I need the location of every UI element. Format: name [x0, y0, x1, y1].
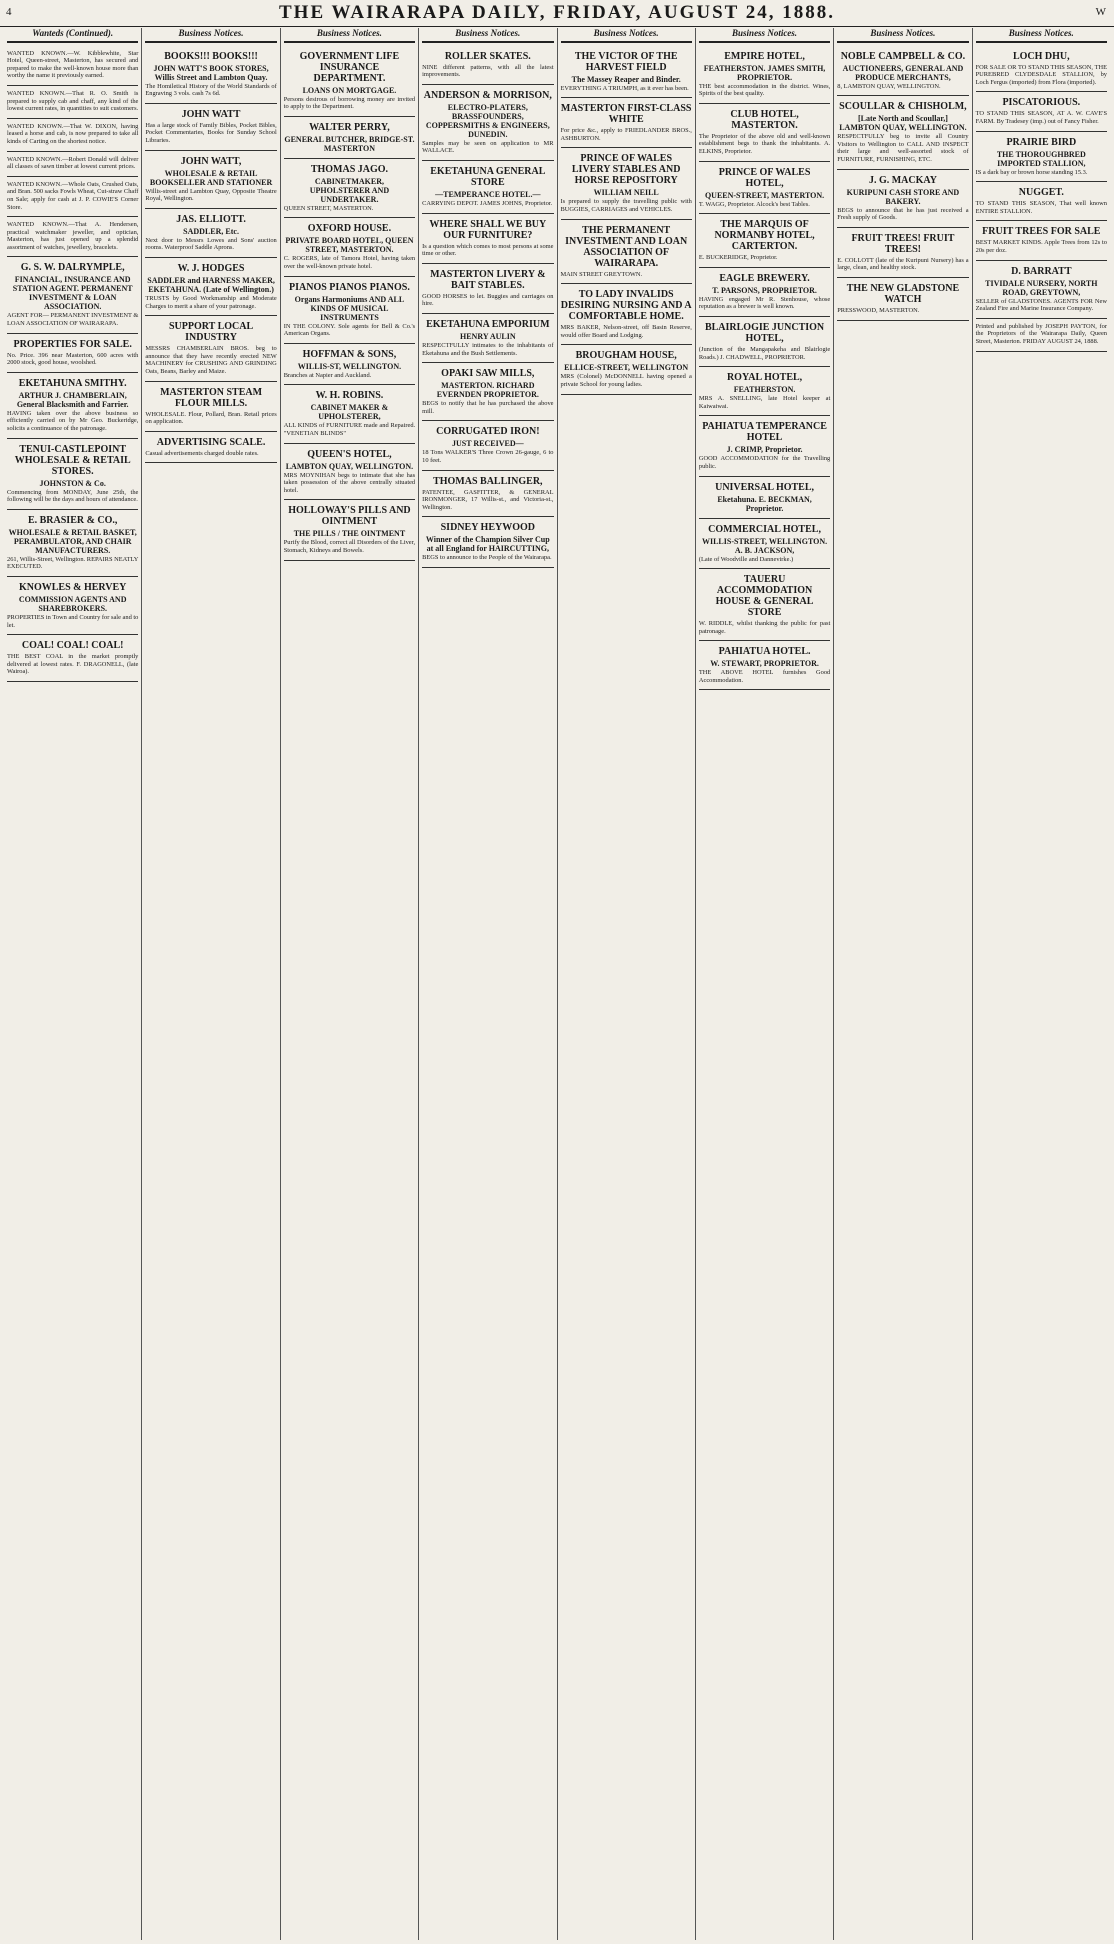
ad-subtitle: AUCTIONEERS, GENERAL AND PRODUCE MERCHANTS,	[842, 63, 964, 82]
advertisement	[7, 510, 138, 577]
advertisement	[422, 264, 553, 314]
ad-title: TAUERU ACCOMMODATION HOUSE & GENERAL STORE	[715, 574, 814, 619]
ad-subtitle: WHOLESALE & RETAIL BOOKSELLER AND STATIONER	[149, 168, 273, 187]
column-1	[4, 28, 142, 1940]
advertisement	[699, 268, 830, 317]
advertisement	[7, 177, 138, 217]
ad-title: MASTERTON STEAM FLOUR MILLS.	[160, 386, 263, 409]
advertisement	[422, 46, 553, 85]
masthead	[0, 0, 1114, 27]
ad-title: WALTER PERRY,	[309, 121, 390, 133]
column-heading: Business Notices.	[422, 28, 553, 43]
advertisement	[976, 132, 1107, 183]
ad-title: THOMAS BALLINGER,	[433, 475, 543, 487]
advertisement	[7, 577, 138, 635]
ad-title: SIDNEY HEYWOOD	[440, 522, 535, 534]
column-4	[419, 28, 557, 1940]
advertisement	[145, 209, 276, 258]
ad-subtitle: JOHNSTON & Co.	[39, 478, 106, 488]
advertisement	[284, 500, 415, 560]
ad-title: PRINCE OF WALES LIVERY STABLES AND HORSE REPOSITORY	[571, 153, 681, 187]
ad-body-text: BEST MARKET KINDS. Apple Trees from 12s to 20s per doz.	[975, 239, 1107, 254]
advertisement	[699, 162, 830, 215]
advertisement	[7, 86, 138, 119]
ad-title: UNIVERSAL HOTEL,	[715, 481, 815, 493]
ad-title: KNOWLES & HERVEY	[18, 582, 127, 593]
advertisement	[976, 92, 1107, 131]
ad-title: COAL! COAL! COAL!	[21, 640, 124, 652]
advertisement	[145, 151, 276, 209]
ad-subtitle: SADDLER and HARNESS MAKER, EKETAHUNA. (Late of Wellington.)	[147, 275, 275, 294]
ad-body-text: Persons desirous of borrowing money are invited to apply to the Department.	[283, 95, 416, 111]
advertisement	[699, 104, 830, 162]
ad-title: WHERE SHALL WE BUY OUR FURNITURE?	[429, 218, 547, 241]
advertisement	[976, 261, 1107, 319]
ad-body-text: THE best accommodation in the district. Wines, Spirits of the best quality.	[698, 82, 831, 98]
ad-body-text: WANTED KNOWN.—That W. DIXON, having leased a horse and cab, is now prepared to take all kinds of Carting on the shortest notice.	[7, 122, 139, 145]
columns-container	[4, 28, 1110, 1940]
ad-subtitle: Organs Harmoniums AND ALL KINDS OF MUSICAL INSTRUMENTS	[294, 294, 405, 322]
ad-body-text: Casual advertisements charged double rates.	[145, 449, 259, 457]
ad-body-text: No. Price. 396 near Masterton, 600 acres with 2000 stock, good house, woolshed.	[7, 351, 139, 367]
ad-body-text: The Proprietor of the above old and well-known establishment begs to thank the inhabitants. A. ELKINS, Proprietor.	[698, 132, 831, 155]
ad-title: PAHIATUA HOTEL.	[718, 646, 811, 658]
ad-body-text: C. ROGERS, late of Tamora Hotel, having taken over the well-known private hotel.	[283, 255, 416, 270]
ad-body-text: T. WAGG, Proprietor. Alcock's best Tables.	[698, 200, 810, 208]
ad-body-text: Branches at Napier and Auckland.	[283, 371, 372, 379]
ad-subtitle: COMMISSION AGENTS AND SHAREBROKERS.	[18, 595, 127, 613]
advertisement	[7, 217, 138, 257]
ad-title: ANDERSON & MORRISON,	[423, 89, 552, 101]
ad-title: JOHN WATT,	[180, 155, 242, 167]
advertisement	[422, 85, 553, 161]
ad-subtitle: WHOLESALE & RETAIL BASKET, PERAMBULATOR, AND CHAIR MANUFACTURERS.	[8, 527, 137, 555]
advertisement	[561, 148, 692, 219]
advertisement	[422, 214, 553, 264]
ad-body-text: NINE different patterns, with all the latest improvements.	[422, 63, 554, 79]
ad-title: FRUIT TREES FOR SALE	[982, 226, 1101, 238]
ad-title: EMPIRE HOTEL,	[724, 50, 805, 62]
advertisement	[284, 46, 415, 117]
ad-body-text: EVERYTHING A TRIUMPH, as it ever has been.	[560, 84, 689, 92]
ad-body-text: PATENTEE, GASFITTER, & GENERAL IRONMONGER, 17 Willis-st., and Victoria-st., Wellington.	[422, 488, 554, 511]
ad-subtitle: SADDLER, Etc.	[183, 226, 239, 236]
advertisement	[145, 382, 276, 432]
column-heading: Business Notices.	[837, 28, 968, 43]
advertisement	[837, 96, 968, 169]
ad-subtitle: GENERAL BUTCHER, BRIDGE-ST. MASTERTON	[284, 134, 415, 153]
ad-subtitle: J. CRIMP, Proprietor.	[726, 445, 803, 455]
ad-body-text: AGENT FOR— PERMANENT INVESTMENT & LOAN ASSOCIATION OF WAIRARAPA.	[7, 312, 139, 328]
ad-subtitle: FINANCIAL, INSURANCE AND STATION AGENT. PERMANENT INVESTMENT & LOAN ASSOCIATION.	[12, 275, 133, 312]
ad-body-text: ALL KINDS of FURNITURE made and Repaired. "VENETIAN BLINDS"	[283, 422, 416, 437]
ad-body-text: Purify the Blood, correct all Disorders of the Liver, Stomach, Kidneys and Bowels.	[283, 539, 416, 554]
ad-body-text: GOOD HORSES to let. Buggies and carriages on hire.	[422, 292, 554, 308]
ad-subtitle: T. PARSONS, PROPRIETOR.	[712, 285, 817, 295]
ad-subtitle: Eketahuna. E. BECKMAN, Proprietor.	[717, 494, 812, 513]
ad-subtitle: [Late North and Scoullar,] LAMBTON QUAY, WELLINGTON.	[839, 114, 967, 133]
ad-body-text: Has a large stock of Family Bibles, Pocket Bibles, Pocket Commentaries, Books for Sunday School Libraries.	[145, 121, 277, 144]
ad-title: LOCH DHU,	[1012, 50, 1070, 62]
ad-subtitle: HENRY AULIN	[459, 331, 516, 341]
advertisement	[699, 317, 830, 367]
column-7	[834, 28, 972, 1940]
ad-title: J. G. MACKAY	[868, 174, 937, 186]
advertisement	[976, 221, 1107, 260]
ad-title: EKETAHUNA SMITHY.	[18, 377, 127, 389]
ad-title: ADVERTISING SCALE.	[156, 436, 266, 448]
ad-title: E. BRASIER & CO.,	[27, 514, 118, 526]
ad-title: THE MARQUIS OF NORMANBY HOTEL, CARTERTON.	[714, 219, 815, 253]
ad-body-text: Is prepared to supply the travelling public with BUGGIES, CARRIAGES and VEHICLES.	[560, 198, 692, 213]
ad-title: HOLLOWAY'S PILLS AND OINTMENT	[288, 505, 411, 528]
advertisement	[976, 182, 1107, 221]
ad-body-text: WHOLESALE. Flour, Pollard, Bran. Retail prices on application.	[145, 410, 277, 426]
ad-title: PRAIRIE BIRD	[1006, 136, 1077, 148]
advertisement	[976, 46, 1107, 93]
ad-subtitle: MASTERTON. RICHARD EVERNDEN PROPRIETOR.	[436, 381, 539, 400]
ad-subtitle: FEATHERSTON.	[733, 385, 796, 395]
ad-title: EKETAHUNA EMPORIUM	[426, 318, 550, 330]
advertisement	[7, 257, 138, 333]
newspaper-title: THE WAIRARAPA DAILY, FRIDAY, AUGUST 24, 1888.	[279, 2, 835, 23]
ad-body-text: For price &c., apply to FRIEDLANDER BROS., ASHBURTON.	[560, 127, 692, 142]
advertisement	[699, 214, 830, 268]
ad-title: THOMAS JAGO.	[310, 163, 389, 175]
advertisement	[284, 117, 415, 159]
advertisement	[561, 98, 692, 148]
ad-body-text: The Homiletical History of the World Standards of Engraving 3 vols. cash 7s 6d.	[145, 82, 277, 98]
advertisement	[837, 170, 968, 228]
advertisement	[7, 373, 138, 439]
ad-subtitle: THE PILLS / THE OINTMENT	[293, 529, 406, 539]
ad-title: MASTERTON FIRST-CLASS WHITE	[560, 103, 692, 126]
ad-title: QUEEN'S HOTEL,	[307, 448, 392, 460]
advertisement	[699, 569, 830, 641]
ad-body-text: MRS BAKER, Nelson-street, off Basin Reserve, would offer Board and Lodging.	[560, 324, 692, 339]
advertisement	[561, 46, 692, 99]
ad-body-text: Next door to Messrs Lowes and Sons' auction rooms. Waterproof Saddle Aprons.	[145, 236, 277, 252]
ad-title: ROYAL HOTEL,	[726, 372, 803, 384]
ad-title: CLUB HOTEL, MASTERTON.	[730, 108, 799, 131]
advertisement	[284, 218, 415, 276]
ad-body-text: MRS A. SNELLING, late Hotel keeper at Kaiwaiwai.	[698, 395, 831, 410]
ad-subtitle: PRIVATE BOARD HOTEL, QUEEN STREET, MASTERTON.	[285, 236, 414, 255]
advertisement	[284, 159, 415, 219]
column-5	[558, 28, 696, 1940]
ad-title: THE PERMANENT INVESTMENT AND LOAN ASSOCIATION OF WAIRARAPA.	[565, 224, 688, 269]
ad-subtitle: LAMBTON QUAY, WELLINGTON.	[285, 461, 414, 471]
advertisement	[699, 46, 830, 104]
advertisement	[145, 432, 276, 464]
ad-body-text: E. BUCKERIDGE, Proprietor.	[698, 254, 778, 262]
ad-title: EAGLE BREWERY.	[719, 272, 810, 284]
advertisement	[284, 444, 415, 501]
ad-title: G. S. W. DALRYMPLE,	[20, 262, 125, 274]
advertisement	[699, 519, 830, 570]
advertisement	[561, 345, 692, 394]
advertisement	[422, 517, 553, 568]
column-2	[142, 28, 280, 1940]
advertisement	[284, 344, 415, 386]
ad-subtitle: QUEEN-STREET, MASTERTON.	[704, 190, 825, 200]
advertisement	[145, 258, 276, 316]
column-3	[281, 28, 419, 1940]
column-6	[696, 28, 834, 1940]
ad-subtitle: —TEMPERANCE HOTEL.—	[435, 189, 541, 199]
advertisement	[699, 477, 830, 519]
advertisement	[145, 316, 276, 381]
ad-title: PROPERTIES FOR SALE.	[13, 338, 132, 350]
ad-body-text: RESPECTFULLY beg to invite all Country Visitors to Wellington to CALL AND INSPECT their large and well-assorted stock of FURNITURE, FURNISHING, ETC.	[837, 133, 969, 163]
ad-body-text: TO STAND THIS SEASON, AT A. W. CAVE'S FARM. By Tradesey (imp.) out of Fancy Fisher.	[975, 110, 1107, 125]
ad-subtitle: W. STEWART, PROPRIETOR.	[710, 659, 819, 669]
ad-title: NOBLE CAMPBELL & CO.	[840, 50, 966, 62]
ad-body-text: MRS MOYNIHAN begs to intimate that she has taken possession of the above centrally situated hotel.	[283, 471, 416, 494]
ad-subtitle: ELLICE-STREET, WELLINGTON	[564, 363, 689, 373]
ad-subtitle: WILLIS-STREET, WELLINGTON. A. B. JACKSON,	[701, 536, 828, 555]
ad-body-text: WANTED KNOWN.—That A. Hendersen, practical watchmaker jeweller, and optician, Masterton, has just opened up a splendid assortment of watches, jewellery, bracelets.	[7, 221, 139, 251]
ad-body-text: PRESSWOOD, MASTERTON.	[837, 306, 920, 314]
ad-body-text: RESPECTFULLY intimates to the inhabitants of Eketahuna and the Bush Settlements.	[422, 341, 554, 357]
ad-body-text: THE BEST COAL in the market promptly delivered at lowest rates. F. DRAGONELL, (late Wairoa).	[7, 653, 139, 676]
ad-subtitle: Winner of the Champion Silver Cup at all England for HAIRCUTTING,	[425, 535, 550, 554]
masthead-mark: W	[1095, 6, 1106, 18]
ad-body-text: E. COLLOTT (late of the Kuripuni Nursery) has a large, clean, and healthy stock.	[837, 256, 969, 272]
ad-body-text: IN THE COLONY. Sole agents for Bell & Co.'s American Organs.	[283, 322, 416, 338]
advertisement	[837, 278, 968, 321]
advertisement	[284, 385, 415, 443]
ad-title: TO LADY INVALIDS DESIRING NURSING AND A COMFORTABLE HOME.	[560, 289, 692, 323]
ad-body-text: MESSRS CHAMBERLAIN BROS. beg to announce that they have recently erected NEW MACHINERY for CRUSHING AND GRINDING Oats, Beans, Barley and Maize.	[145, 345, 277, 375]
ad-body-text: IS a dark bay or brown horse standing 15.3.	[975, 168, 1088, 176]
ad-body-text: WANTED KNOWN.—Whole Oats, Crushed Oats, and Bran. 500 sacks Fowls Wheat, Cut-straw Chaff on Sale; apply for cash at J. P. COWIE'S Corner Store.	[7, 180, 139, 211]
ad-title: D. BARRATT	[1011, 265, 1072, 277]
advertisement	[422, 471, 553, 518]
ad-subtitle: CABINETMAKER, UPHOLSTERER AND UNDERTAKER.	[309, 176, 390, 204]
ad-subtitle: KURIPUNI CASH STORE AND BAKERY.	[846, 187, 960, 206]
advertisement	[7, 119, 138, 152]
ad-title: PISCATORIOUS.	[1002, 97, 1081, 109]
ad-body-text: WANTED KNOWN.—That R. O. Smith is prepared to supply cab and chaff, any kind of the lowest current rates, in quantities to suit customers.	[7, 89, 139, 113]
ad-title: BROUGHAM HOUSE,	[575, 350, 677, 362]
ad-body-text: Samples may be seen on application to MR WALLACE.	[422, 139, 554, 155]
ad-body-text: BEGS to announce that he has just received a Fresh supply of Goods.	[837, 206, 969, 222]
ad-body-text: MRS (Colonel) McDONNELL having opened a private School for young ladies.	[560, 373, 692, 388]
ad-body-text: FOR SALE OR TO STAND THIS SEASON, THE PUREBRED CLYDESDALE STALLION, by Loch Fergus (imported) from Flora (imported).	[975, 63, 1107, 86]
ad-title: OXFORD HOUSE.	[307, 223, 392, 235]
ad-body-text: 18 Tons WALKER'S Three Crown 26-gauge, 6 to 10 feet.	[422, 449, 554, 464]
advertisement	[7, 635, 138, 682]
ad-title: SUPPORT LOCAL INDUSTRY	[168, 321, 254, 344]
column-heading: Business Notices.	[145, 28, 276, 43]
ad-body-text: WANTED KNOWN.—Robert Donald will deliver all classes of sawn timber at lowest current prices.	[7, 155, 139, 171]
ad-body-text: 8, LAMBTON QUAY, WELLINGTON.	[837, 82, 941, 90]
ad-title: THE VICTOR OF THE HARVEST FIELD	[574, 50, 678, 73]
advertisement	[422, 161, 553, 214]
ad-subtitle: JUST RECEIVED—	[451, 439, 524, 449]
ad-subtitle: CABINET MAKER & UPHOLSTERER,	[310, 403, 389, 422]
ad-body-text: GOOD ACCOMMODATION for the Travelling public.	[698, 455, 831, 470]
ad-body-text: (Junction of the Mangapakeha and Blairlogie Roads.) J. CHADWELL, PROPRIETOR.	[698, 345, 831, 361]
advertisement	[699, 367, 830, 416]
ad-title: HOFFMAN & SONS,	[302, 348, 397, 360]
column-heading: Wanteds (Continued).	[7, 28, 138, 43]
advertisement	[561, 284, 692, 345]
ad-body-text: BEGS to notify that he has purchased the above mill.	[422, 400, 554, 415]
ad-title: JOHN WATT	[181, 108, 241, 120]
ad-body-text: CARRYING DEPOT. JAMES JOHNS, Proprietor.	[422, 199, 553, 207]
ad-title: OPAKI SAW MILLS,	[441, 368, 535, 380]
ad-title: CORRUGATED IRON!	[436, 426, 540, 438]
ad-body-text: SELLER of GLADSTONES. AGENTS FOR New Zealand Fire and Marine Insurance Company.	[975, 297, 1107, 313]
ad-title: TENUI-CASTLEPOINT WHOLESALE & RETAIL STORES.	[14, 443, 131, 477]
ad-body-text: PROPERTIES in Town and Country for sale and to let.	[7, 614, 139, 629]
advertisement	[7, 46, 138, 86]
ad-subtitle: The Massey Reaper and Binder.	[571, 74, 681, 84]
ad-title: ROLLER SKATES.	[444, 50, 531, 62]
advertisement	[422, 363, 553, 421]
ad-title: MASTERTON LIVERY & BAIT STABLES.	[430, 268, 546, 291]
ad-body-text: 261, Willis-Street, Wellington. REPAIRS NEATLY EXECUTED.	[7, 555, 139, 571]
ad-body-text: Is a question which comes to most persons at some time or other.	[422, 242, 554, 258]
column-heading: Business Notices.	[561, 28, 692, 43]
ad-body-text: HAVING engaged Mr R. Stenhouse, whose reputation as a brewer is well known.	[698, 295, 831, 311]
ad-title: JAS. ELLIOTT.	[176, 213, 246, 225]
advertisement	[7, 439, 138, 510]
advertisement	[7, 152, 138, 177]
ad-body-text: THE ABOVE HOTEL furnishes Good Accommodation.	[698, 669, 831, 684]
ad-body-text: BEGS to announce to the People of the Wairarapa.	[422, 554, 552, 562]
advertisement	[145, 104, 276, 151]
ad-body-text: WANTED KNOWN.—W. Kibblewhite, Star Hotel, Queen-street, Masterton, has secured and prepared to make the well-known house more than worthy the name it previously earned.	[7, 49, 139, 80]
advertisement	[422, 421, 553, 470]
ad-body-text: Commencing from MONDAY, June 25th, the following will be the days and hours of attendance.	[7, 488, 139, 504]
column-heading: Business Notices.	[976, 28, 1107, 43]
ad-title: COMMERCIAL HOTEL,	[708, 523, 821, 535]
advertisement	[422, 314, 553, 363]
advertisement	[145, 46, 276, 104]
ad-title: BOOKS!!! BOOKS!!!	[164, 50, 258, 62]
ad-subtitle: FEATHERSTON. JAMES SMITH, PROPRIETOR.	[703, 63, 826, 82]
page-number: 4	[6, 6, 12, 18]
ad-body-text: TO STAND THIS SEASON, That well known ENTIRE STALLION.	[975, 200, 1107, 215]
ad-body-text: HAVING taken over the above business so efficiently carried on by Mr Geo. Buckeridge, solicits a continuance of the patronage.	[7, 409, 139, 433]
column-8	[973, 28, 1110, 1940]
ad-subtitle: THE THOROUGHBRED IMPORTED STALLION,	[996, 149, 1086, 168]
ad-title: W. H. ROBINS.	[315, 390, 384, 402]
column-heading: Business Notices.	[284, 28, 415, 43]
advertisement	[561, 220, 692, 285]
ad-title: W. J. HODGES	[177, 262, 245, 274]
ad-title: FRUIT TREES! FRUIT TREES!	[851, 232, 955, 255]
advertisement	[284, 277, 415, 344]
ad-title: PRINCE OF WALES HOTEL,	[718, 166, 811, 189]
ad-title: PAHIATUA TEMPERANCE HOTEL	[702, 421, 827, 444]
ad-subtitle: WILLIS-ST, WELLINGTON.	[297, 361, 402, 371]
ad-body-text: QUEEN STREET, MASTERTON.	[283, 204, 374, 212]
advertisement	[837, 46, 968, 97]
ad-title: EKETAHUNA GENERAL STORE	[430, 165, 546, 188]
advertisement	[837, 228, 968, 278]
ad-title: BLAIRLOGIE JUNCTION HOTEL,	[704, 321, 825, 344]
ad-subtitle: ARTHUR J. CHAMBERLAIN, General Blacksmith and Farrier.	[16, 390, 129, 409]
ad-title: NUGGET.	[1018, 187, 1064, 199]
advertisement	[976, 319, 1107, 352]
column-heading: Business Notices.	[699, 28, 830, 43]
ad-subtitle: JOHN WATT'S BOOK STORES, Willis Street and Lambton Quay.	[153, 63, 269, 82]
ad-title: PIANOS PIANOS PIANOS.	[289, 281, 410, 293]
ad-title: SCOULLAR & CHISHOLM,	[839, 101, 967, 113]
advertisement	[699, 641, 830, 690]
advertisement	[699, 416, 830, 476]
ad-body-text: TRUSTS by Good Workmanship and Moderate Charges to merit a share of your patronage.	[145, 294, 277, 310]
ad-title: THE NEW GLADSTONE WATCH	[846, 282, 960, 305]
advertisement	[7, 334, 138, 373]
ad-title: GOVERNMENT LIFE INSURANCE DEPARTMENT.	[299, 50, 400, 84]
ad-body-text: Willis-street and Lambton Quay, Opposite Theatre Royal, Wellington.	[145, 187, 277, 203]
ad-subtitle: WILLIAM NEILL	[593, 188, 659, 198]
ad-subtitle: ELECTRO-PLATERS, BRASSFOUNDERS, COPPERSMITHS & ENGINEERS, DUNEDIN.	[425, 102, 550, 139]
ad-body-text: Printed and published by JOSEPH PAYTON, for the Proprietors of the Wairarapa Daily, Queen Street, Masterton. FRIDAY AUGUST 24, 1888.	[975, 322, 1107, 345]
ad-body-text: MAIN STREET GREYTOWN.	[560, 270, 643, 278]
ad-body-text: (Late of Woodville and Dannevirke.)	[698, 555, 794, 563]
ad-body-text: W. RIDDLE, whilst thanking the public for past patronage.	[698, 620, 831, 635]
ad-subtitle: LOANS ON MORTGAGE.	[302, 85, 397, 95]
ad-subtitle: TIVIDALE NURSERY, NORTH ROAD, GREYTOWN,	[985, 278, 1098, 297]
